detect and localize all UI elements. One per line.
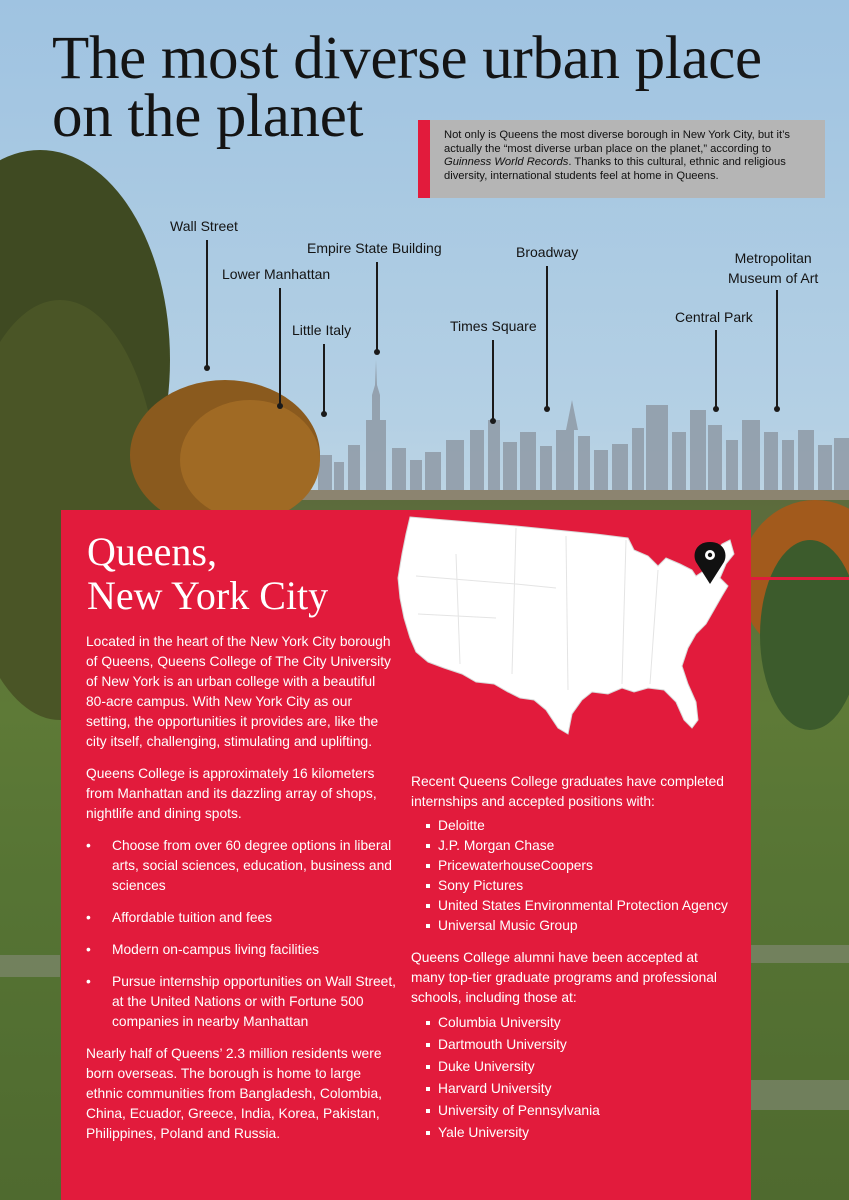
- intro-text: Not only is Queens the most diverse borough in New York City, but it’s actually the “most diverse urban place on the planet,” according to: [444, 129, 790, 155]
- list-item: University of Pennsylvania: [411, 1100, 731, 1122]
- list-item: Universal Music Group: [411, 916, 731, 936]
- intro-source: Guinness World Records: [444, 156, 569, 169]
- page-title-line-1: The most diverse urban place: [52, 25, 762, 92]
- landmark-pointer: [492, 340, 494, 420]
- landmark-pointer: [546, 266, 548, 408]
- landmark-dot: [277, 403, 283, 409]
- landmark-pointer: [279, 288, 281, 406]
- landmark-dot: [713, 406, 719, 412]
- schools-intro: Queens College alumni have been accepted at many top-tier graduate programs and professional schools, including those at:: [411, 950, 717, 1005]
- queens-info-panel: [61, 510, 751, 1200]
- landmark-dot: [544, 406, 550, 412]
- list-item: Yale University: [411, 1122, 731, 1144]
- landmark-dot: [374, 349, 380, 355]
- highlights-list: [86, 836, 398, 1032]
- intro-callout: [418, 120, 825, 198]
- landmark-pointer: [323, 344, 325, 414]
- distance-paragraph: Queens College is approximately 16 kilometers from Manhattan and its dazzling array of shops, nightlife and dining spots.: [86, 766, 377, 821]
- landmark-dot: [774, 406, 780, 412]
- landmark-pointer: [376, 262, 378, 351]
- campus-paragraph: Located in the heart of the New York City borough of Queens, Queens College of The City University of New York is an urban college with a beautiful 80-acre campus. With New York City as our setting, the opportunities it provides are, like the city itself, challenging, stimulating and uplifting.: [86, 634, 391, 749]
- list-item: Sony Pictures: [411, 876, 731, 896]
- tree: [180, 400, 320, 520]
- landmark-metropolitan-museum: [728, 248, 818, 288]
- employers-list: [411, 816, 731, 936]
- landmark-met-line-2: Museum of Art: [728, 270, 819, 286]
- landmark-central-park: Central Park: [675, 309, 753, 325]
- tree: [760, 540, 849, 730]
- landmark-broadway: Broadway: [516, 244, 579, 260]
- landmark-met-line-1: Metropolitan: [734, 250, 812, 266]
- park-path: [750, 1080, 849, 1110]
- landmark-dot: [490, 418, 496, 424]
- landmark-wall-street: Wall Street: [170, 218, 238, 234]
- panel-title: [87, 530, 407, 618]
- landmark-little-italy: Little Italy: [292, 322, 352, 338]
- left-column: [86, 632, 398, 1156]
- list-item: United States Environmental Protection Agency: [411, 896, 731, 916]
- landmark-dot: [204, 365, 210, 371]
- list-item: • Modern on-campus living facilities: [86, 940, 398, 960]
- list-item: • Pursue internship opportunities on Wall Street, at the United Nations or with Fortune 500 companies in nearby Manhattan: [86, 972, 398, 1032]
- residents-paragraph: Nearly half of Queens’ 2.3 million residents were born overseas. The borough is home to large ethnic communities from Bangladesh, Colombia, China, Ecuador, Greece, India, Korea, Pakistan, Philippines, Poland and Russia.: [86, 1046, 383, 1141]
- employers-intro: Recent Queens College graduates have completed internships and accepted positions with:: [411, 774, 724, 809]
- park-path: [750, 945, 849, 963]
- landmark-pointer: [776, 290, 778, 408]
- list-item: Deloitte: [411, 816, 731, 836]
- list-item: • Choose from over 60 degree options in liberal arts, social sciences, education, business and sciences: [86, 836, 398, 896]
- page-title-line-2: on the planet: [52, 83, 364, 150]
- landmark-dot: [321, 411, 327, 417]
- landmark-pointer: [206, 240, 208, 368]
- intro-text-end: . Thanks to this cultural, ethnic and religious diversity, international students feel at home in Queens.: [444, 156, 786, 182]
- list-item: Dartmouth University: [411, 1034, 731, 1056]
- list-item: J.P. Morgan Chase: [411, 836, 731, 856]
- park-path: [0, 955, 60, 977]
- usa-map: [396, 514, 756, 754]
- schools-list: [411, 1012, 731, 1144]
- panel-title-line-2: New York City: [87, 573, 329, 618]
- list-item: Harvard University: [411, 1078, 731, 1100]
- landmark-lower-manhattan: Lower Manhattan: [222, 266, 331, 282]
- panel-title-line-1: Queens,: [87, 529, 217, 574]
- right-column: [411, 772, 731, 1156]
- landmark-empire-state-building: Empire State Building: [307, 240, 442, 256]
- map-pointer-line: [751, 577, 849, 580]
- list-item: Columbia University: [411, 1012, 731, 1034]
- list-item: Duke University: [411, 1056, 731, 1078]
- landmark-times-square: Times Square: [450, 318, 537, 334]
- landmark-pointer: [715, 330, 717, 408]
- list-item: • Affordable tuition and fees: [86, 908, 398, 928]
- list-item: PricewaterhouseCoopers: [411, 856, 731, 876]
